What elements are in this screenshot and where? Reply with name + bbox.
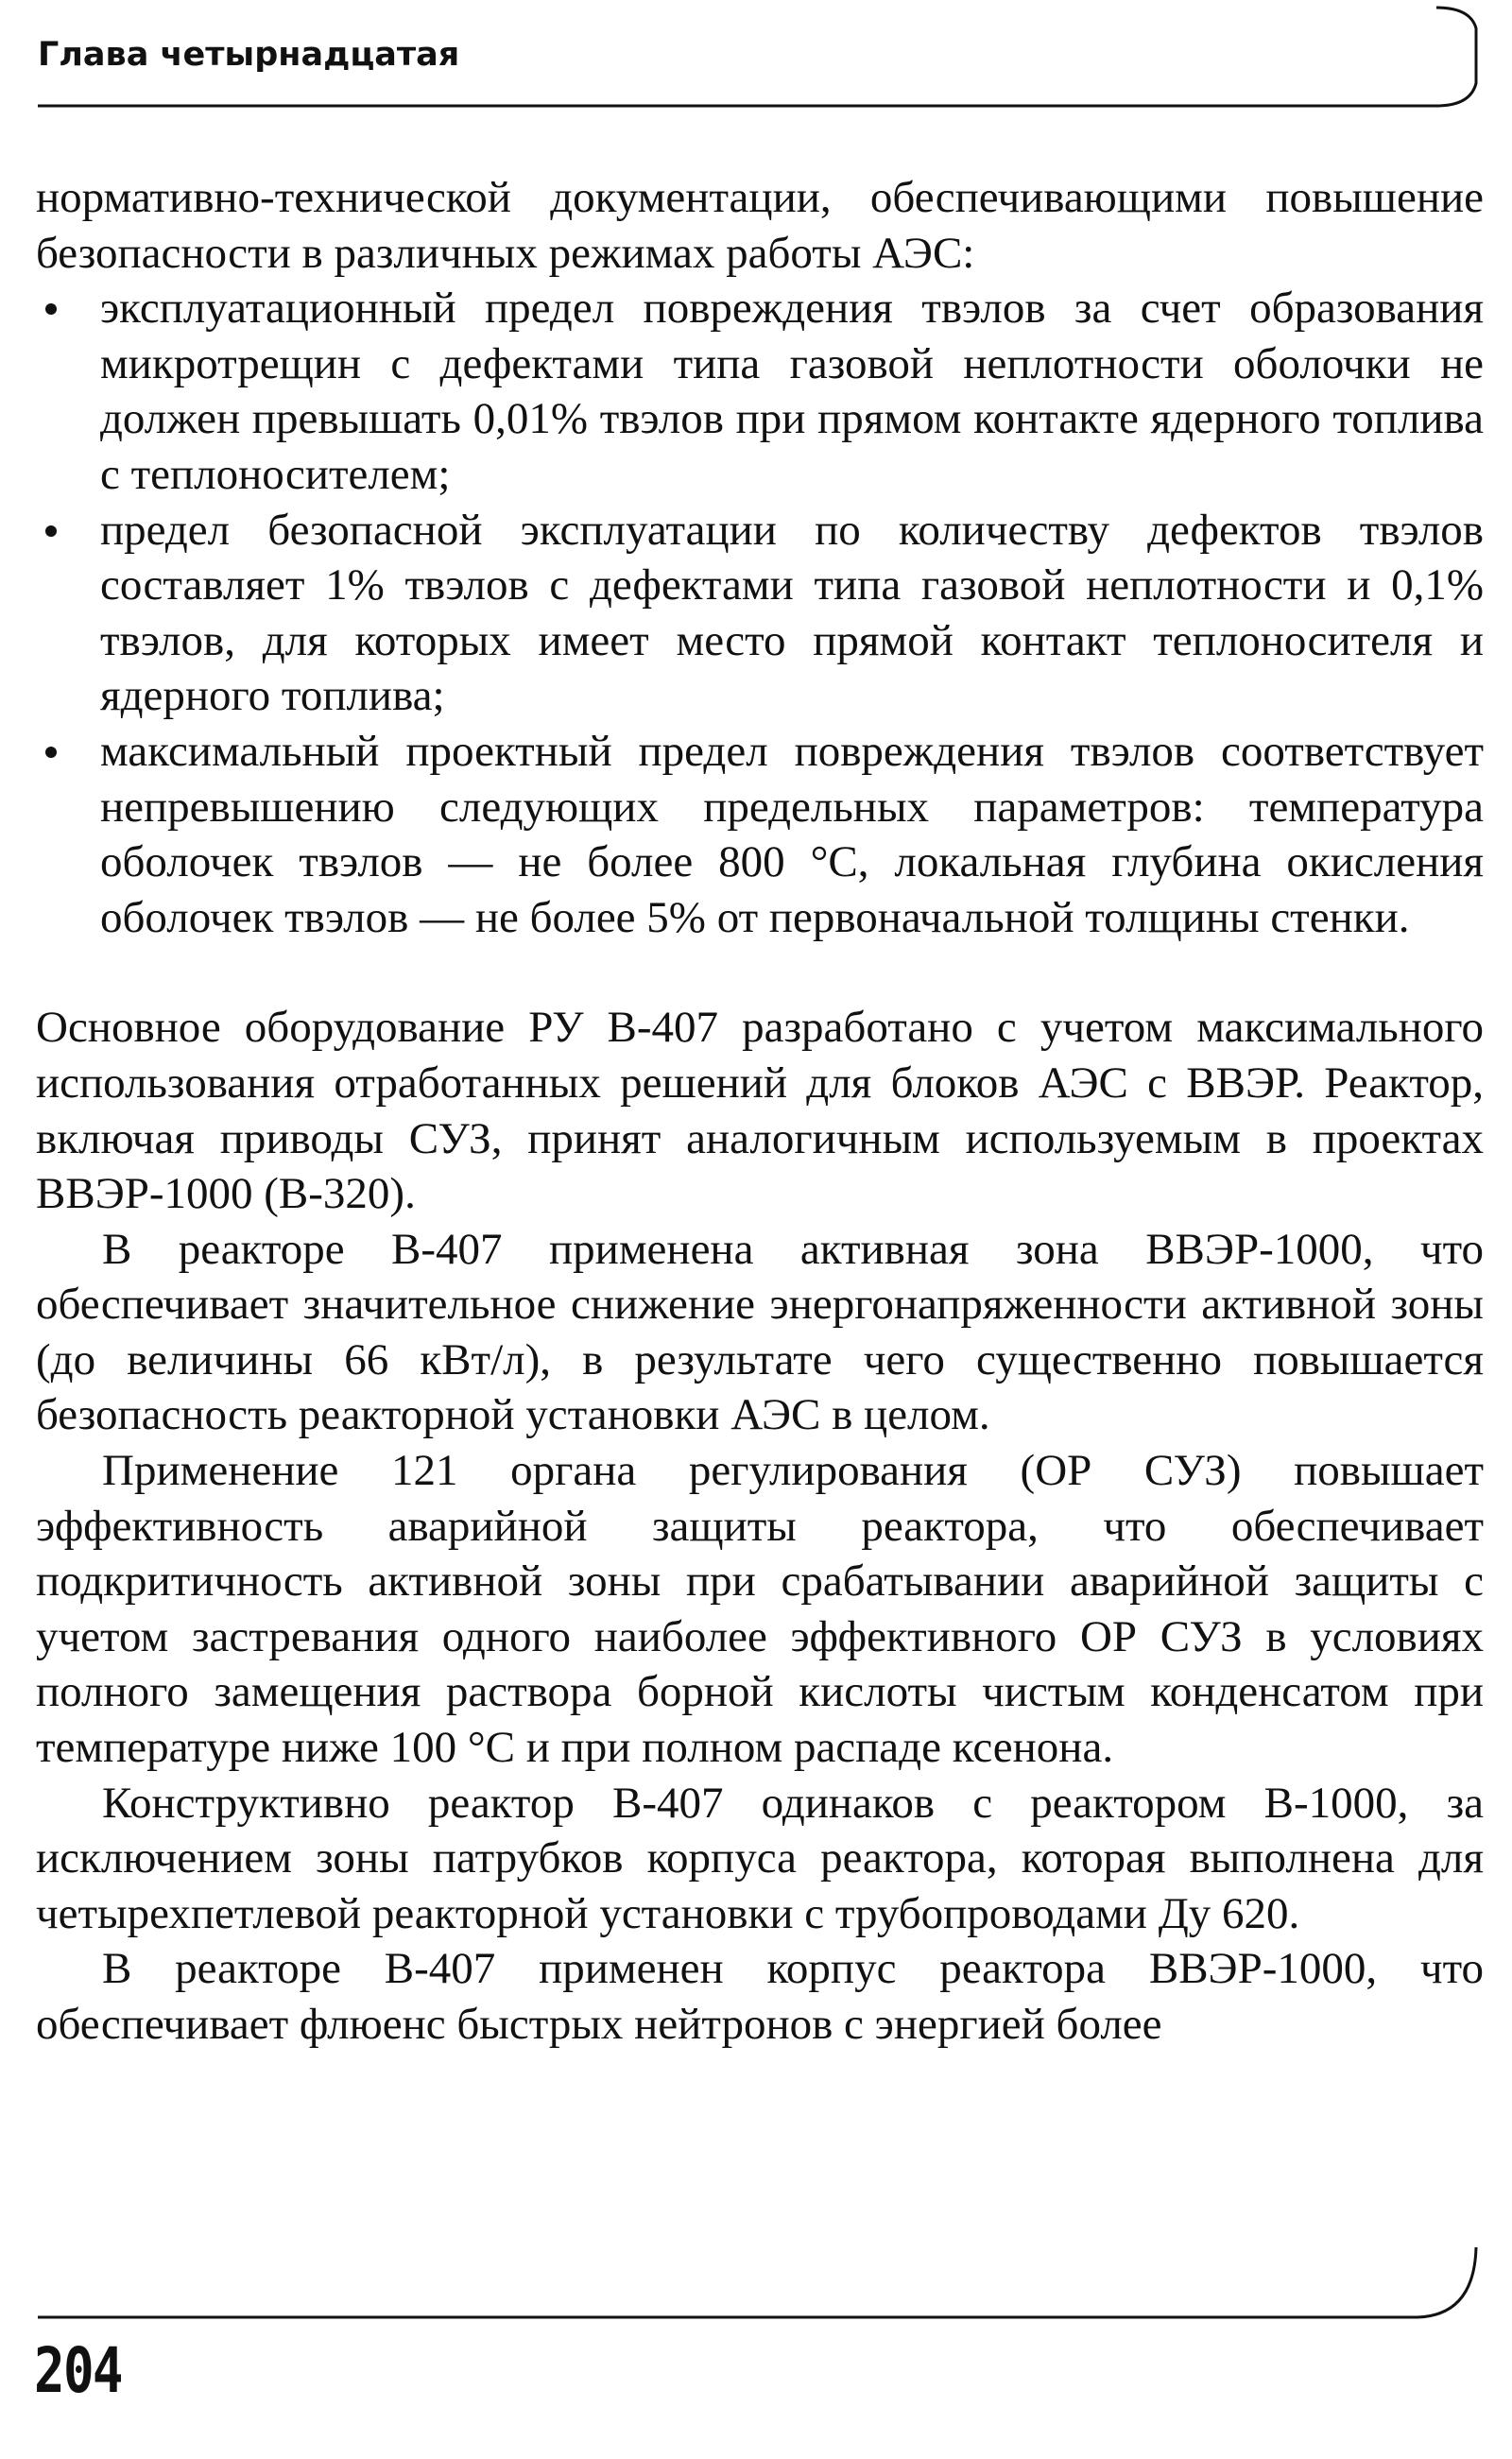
bullet-icon <box>45 303 57 315</box>
list-item: эксплуатационный предел повреждения твэлов за счет образования микротрещин с дефектами типа газовой неплотности оболочки не должен превышать 0,01% твэлов при прямом контакте ядерного топлива с теплоносителем; <box>36 281 1484 502</box>
paragraph-gap <box>36 945 1484 1000</box>
body-text <box>36 170 1484 2053</box>
list-item: предел безопасной эксплуатации по количеству дефектов твэлов составляет 1% твэлов с дефектами типа газовой неплотности и 0,1% твэлов, для которых имеет место прямой контакт теплоносителя и ядерного топлива; <box>36 503 1484 724</box>
list-item: максимальный проектный предел повреждения твэлов соответствует непревышению следующих предельных параметров: температура оболочек твэлов — не более 800 °С, локальная глубина окисления оболочек твэлов — не более 5% от первоначальной толщины стенки. <box>36 724 1484 945</box>
intro-paragraph: нормативно-технической документации, обеспечивающими повышение безопасности в различных режимах работы АЭС: <box>36 173 1484 278</box>
running-title: Глава четырнадцатая <box>38 36 460 74</box>
bullet-icon <box>45 525 57 537</box>
paragraph: В реакторе В-407 применена активная зона ВВЭР-1000, что обеспечивает значительное снижение энергонапряженности активной зоны (до величины 66 кВт/л), в результате чего существенно повышается безопасность реакторной установки АЭС в целом. <box>36 1224 1484 1440</box>
bullet-list <box>36 281 1484 945</box>
paragraph: В реакторе В-407 применен корпус реактора ВВЭР-1000, что обеспечивает флюенс быстрых нейтронов с энергией более <box>36 1944 1484 2049</box>
paragraph: Конструктивно реактор В-407 одинаков с реактором В-1000, за исключением зоны патрубков корпуса реактора, которая выполнена для четырехпетлевой реакторной установки с трубопроводами Ду 620. <box>36 1778 1484 1938</box>
paragraph: Основное оборудование РУ В-407 разработано с учетом максимального использования отработанных решений для блоков АЭС с ВВЭР. Реактор, включая приводы СУЗ, принят аналогичным используемым в проектах ВВЭР-1000 (В-320). <box>36 1003 1484 1219</box>
bullet-icon <box>45 747 57 758</box>
paragraph: Применение 121 органа регулирования (ОР СУЗ) повышает эффективность аварийной защиты реактора, что обеспечивает подкритичность активной зоны при срабатывании аварийной защиты с учетом застревания одного наиболее эффективного ОР СУЗ в условиях полного замещения раствора борной кислоты чистым конденсатом при температуре ниже 100 °С и при полном распаде ксенона. <box>36 1446 1484 1773</box>
page-number: 204 <box>34 2334 122 2407</box>
